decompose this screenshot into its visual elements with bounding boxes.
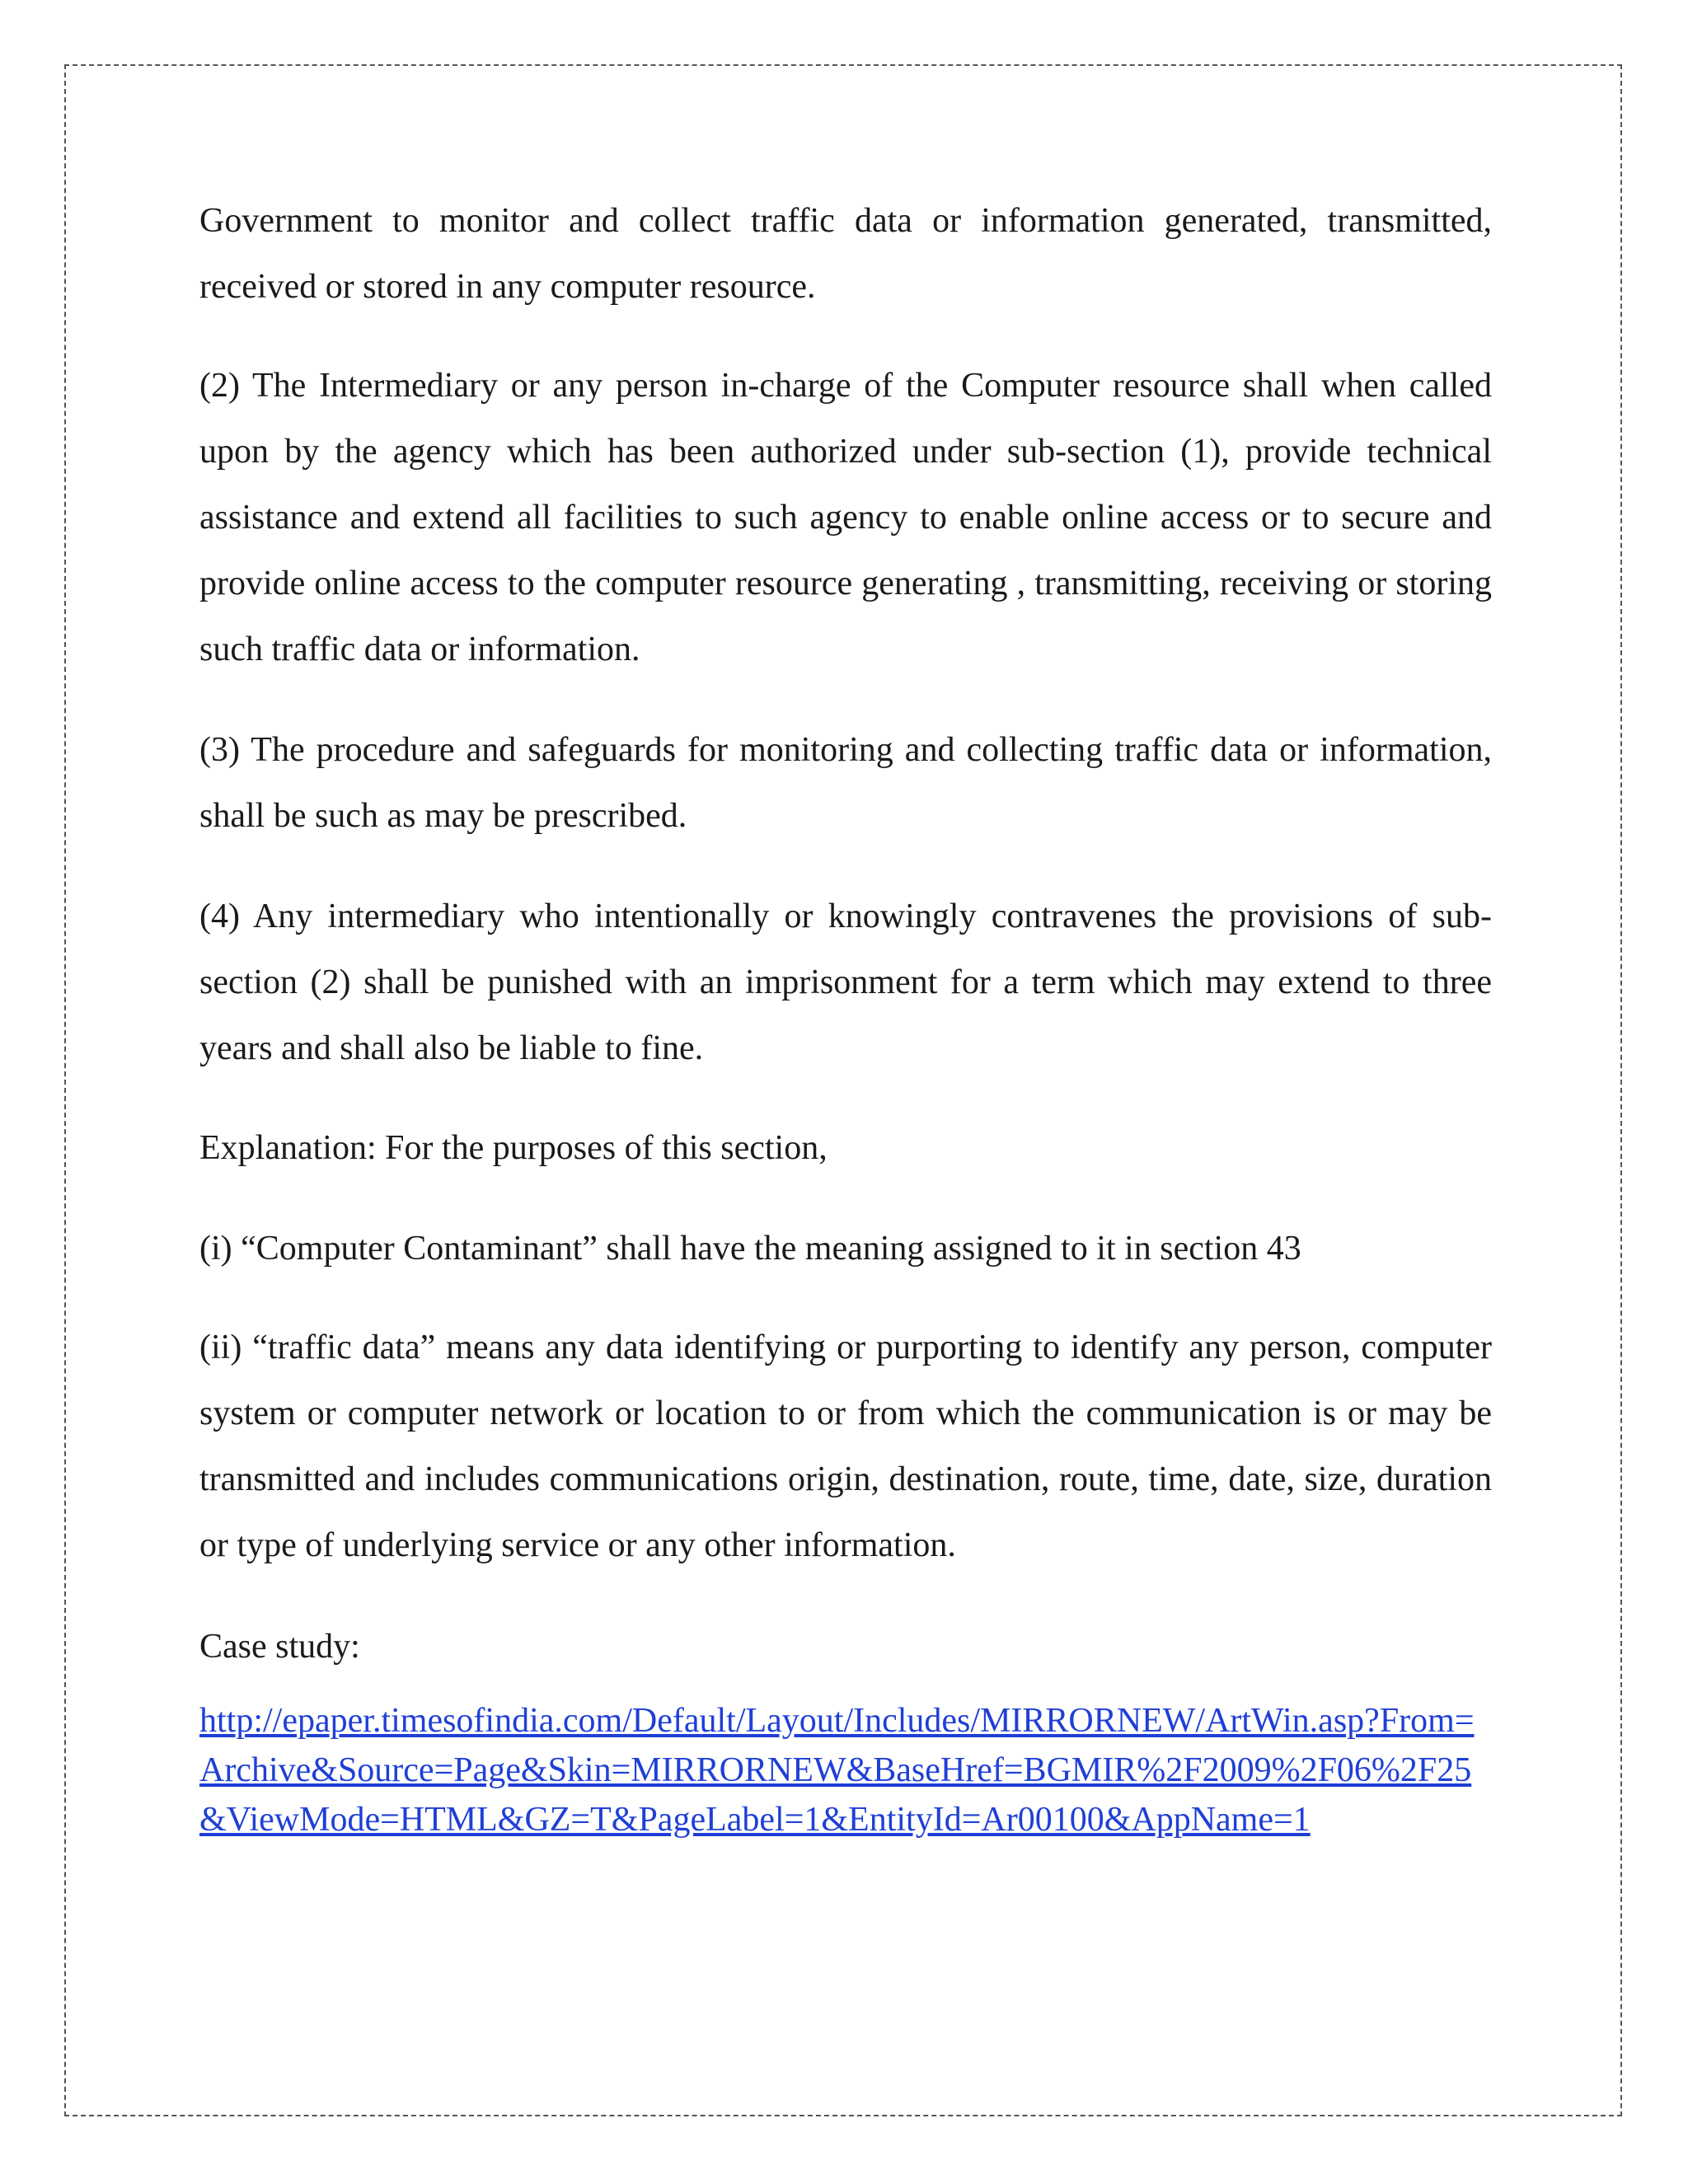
paragraph-subsection-4: (4) Any intermediary who intentionally or knowingly contravenes the provisions of sub-section (2) shall be punished with an imprisonment for a term which may extend to three years and shall also be liable to fine. — [199, 898, 1492, 1067]
document-body — [199, 188, 1492, 1844]
paragraph-definition-i: (i) “Computer Contaminant” shall have the meaning assigned to it in section 43 — [199, 1230, 1301, 1268]
paragraph-continuation: Government to monitor and collect traffic data or information generated, transmitted, received or stored in any computer resource. — [199, 202, 1492, 306]
case-study-link[interactable]: http://epaper.timesofindia.com/Default/Layout/Includes/MIRRORNEW/ArtWin.asp?From=Archive&Source=Page&Skin=MIRRORNEW&BaseHref=BGMIR%2F2009%2F06%2F25&ViewMode=HTML&GZ=T&PageLabel=1&EntityId=Ar00100&AppName=1 — [199, 1702, 1475, 1839]
paragraph-subsection-2: (2) The Intermediary or any person in-charge of the Computer resource shall when called upon by the agency which has been authorized under sub-section (1), provide technical assistance and extend all facilities to such agency to enable online access or to secure and provide online access to the computer resource generating , transmitting, receiving or storing such traffic data or information. — [199, 367, 1492, 668]
case-study-heading: Case study: — [199, 1628, 360, 1666]
paragraph-definition-ii: (ii) “traffic data” means any data identifying or purporting to identify any person, computer system or computer network or location to or from which the communication is or may be transmitted and includes communications origin, destination, route, time, date, size, duration or type of underlying service or any other information. — [199, 1329, 1492, 1564]
paragraph-explanation: Explanation: For the purposes of this section, — [199, 1129, 828, 1167]
paragraph-subsection-3: (3) The procedure and safeguards for monitoring and collecting traffic data or information, shall be such as may be prescribed. — [199, 731, 1492, 835]
